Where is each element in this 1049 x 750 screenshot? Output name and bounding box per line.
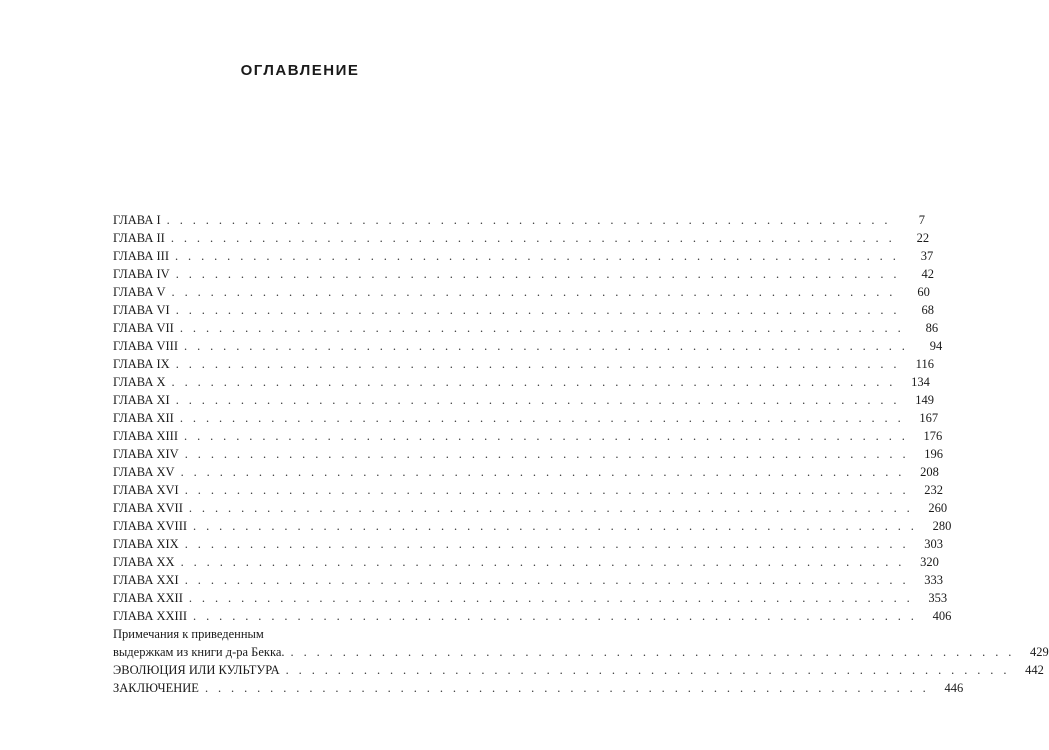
toc-entry-page: 280 — [932, 519, 952, 533]
toc-entry-page: 42 — [921, 267, 934, 281]
toc-entry-label: ГЛАВА IV — [113, 267, 170, 281]
toc-entry — [113, 589, 948, 607]
toc-entry-page: 7 — [918, 213, 925, 227]
dot-leader: . . . . . . . . . . . . . . . . . . . . . . . . . . . . . . . . . . . . . . . . . . . . . . . . . . . . . . . . — [184, 483, 909, 497]
dot-leader: . . . . . . . . . . . . . . . . . . . . . . . . . . . . . . . . . . . . . . . . . . . . . . . . . . . . . . . . — [285, 663, 1010, 677]
dot-leader: . . . . . . . . . . . . . . . . . . . . . . . . . . . . . . . . . . . . . . . . . . . . . . . . . . . . . . . . — [180, 465, 905, 479]
toc-entry-label: ГЛАВА XX — [113, 555, 175, 569]
dot-leader: . . . . . . . . . . . . . . . . . . . . . . . . . . . . . . . . . . . . . . . . . . . . . . . . . . . . . . . . — [175, 303, 900, 317]
toc-entry-page: 22 — [916, 231, 930, 245]
toc-entry-page: 60 — [917, 285, 930, 299]
dot-leader: . . . . . . . . . . . . . . . . . . . . . . . . . . . . . . . . . . . . . . . . . . . . . . . . . . . . . . . . — [188, 501, 914, 515]
dot-leader: . . . . . . . . . . . . . . . . . . . . . . . . . . . . . . . . . . . . . . . . . . . . . . . . . . . . . . . . — [179, 411, 905, 425]
toc-entry-label: ГЛАВА IX — [113, 357, 170, 371]
toc-entry-label: ГЛАВА VII — [113, 321, 174, 335]
toc-entry-page: 303 — [924, 537, 943, 551]
toc-entry-label: ГЛАВА VIII — [113, 339, 179, 353]
toc-entry-page: 429 — [1030, 645, 1049, 659]
toc-entry-page: 406 — [932, 609, 952, 623]
toc-entry — [113, 247, 934, 265]
toc-entry — [113, 535, 943, 553]
toc-entry — [113, 571, 943, 589]
toc-entry-page: 68 — [921, 303, 934, 317]
dot-leader: . . . . . . . . . . . . . . . . . . . . . . . . . . . . . . . . . . . . . . . . . . . . . . . . . . . . . . . . — [171, 285, 896, 299]
toc-entry — [113, 661, 1044, 679]
toc-entry-label: ГЛАВА I — [113, 213, 161, 227]
toc-entry-page: 232 — [924, 483, 943, 497]
toc-entry — [113, 211, 925, 229]
dot-leader: . . . . . . . . . . . . . . . . . . . . . . . . . . . . . . . . . . . . . . . . . . . . . . . . . . . . . . . . — [184, 339, 909, 353]
toc-entry-label: ГЛАВА XXI — [113, 573, 179, 587]
toc-entry-label: ГЛАВА XII — [113, 411, 174, 425]
toc-entry-label: выдержкам из книги д-ра Бекка. — [113, 645, 285, 659]
toc-entry-notes — [113, 625, 1049, 661]
dot-leader: . . . . . . . . . . . . . . . . . . . . . . . . . . . . . . . . . . . . . . . . . . . . . . . . . . . . . . . . — [188, 591, 914, 605]
dot-leader: . . . . . . . . . . . . . . . . . . . . . . . . . . . . . . . . . . . . . . . . . . . . . . . . . . . . . . . . — [174, 249, 900, 263]
toc-entry-label: ГЛАВА XXIII — [113, 609, 188, 623]
toc-entry-label: ГЛАВА II — [113, 231, 165, 245]
toc-entry-label: ГЛАВА XI — [113, 393, 170, 407]
toc-entry — [113, 517, 952, 535]
toc-entry-label: ГЛАВА XVII — [113, 501, 183, 515]
toc-entry — [113, 301, 934, 319]
toc-entry-page: 167 — [919, 411, 939, 425]
toc-entry-label: ГЛАВА XIX — [113, 537, 179, 551]
toc-entry — [113, 679, 964, 697]
dot-leader: . . . . . . . . . . . . . . . . . . . . . . . . . . . . . . . . . . . . . . . . . . . . . . . . . . . . . . . . — [175, 357, 900, 371]
toc-entry-label: ГЛАВА V — [113, 285, 166, 299]
toc-entry — [113, 409, 939, 427]
page-title: ОГЛАВЛЕНИЕ — [240, 62, 360, 79]
toc-entry — [113, 553, 939, 571]
toc-entry-label: ГЛАВА XVIII — [113, 519, 188, 533]
toc-entry — [113, 391, 934, 409]
dot-leader: . . . . . . . . . . . . . . . . . . . . . . . . . . . . . . . . . . . . . . . . . . . . . . . . . . . . . . . . — [184, 429, 909, 443]
toc-entry-page: 116 — [915, 357, 934, 371]
toc-entry-label: ГЛАВА XIII — [113, 429, 179, 443]
dot-leader: . . . . . . . . . . . . . . . . . . . . . . . . . . . . . . . . . . . . . . . . . . . . . . . . . . . . . . . . — [193, 609, 918, 623]
toc-entry — [113, 373, 930, 391]
toc-entry-page: 86 — [925, 321, 939, 335]
dot-leader: . . . . . . . . . . . . . . . . . . . . . . . . . . . . . . . . . . . . . . . . . . . . . . . . . . . . . . . . — [175, 267, 900, 281]
table-of-contents — [113, 211, 1049, 697]
toc-entry-page: 260 — [928, 501, 948, 515]
toc-entry-label: ГЛАВА XIV — [113, 447, 179, 461]
toc-entry-page: 208 — [920, 465, 939, 479]
dot-leader: . . . . . . . . . . . . . . . . . . . . . . . . . . . . . . . . . . . . . . . . . . . . . . . . . . . . . . . . — [184, 537, 909, 551]
dot-leader: . . . . . . . . . . . . . . . . . . . . . . . . . . . . . . . . . . . . . . . . . . . . . . . . . . . . . . . . — [171, 375, 896, 389]
toc-entry — [113, 499, 948, 517]
toc-entry — [113, 265, 934, 283]
dot-leader: . . . . . . . . . . . . . . . . . . . . . . . . . . . . . . . . . . . . . . . . . . . . . . . . . . . . . . . . — [193, 519, 918, 533]
toc-entry-page: 320 — [920, 555, 939, 569]
toc-entry-label: ГЛАВА XVI — [113, 483, 179, 497]
toc-entry-page: 333 — [924, 573, 943, 587]
toc-entry-page: 196 — [924, 447, 943, 461]
toc-entry — [113, 481, 943, 499]
dot-leader: . . . . . . . . . . . . . . . . . . . . . . . . . . . . . . . . . . . . . . . . . . . . . . . . . . . . . . . . — [184, 573, 909, 587]
toc-entry-page: 149 — [915, 393, 934, 407]
dot-leader: . . . . . . . . . . . . . . . . . . . . . . . . . . . . . . . . . . . . . . . . . . . . . . . . . . . . . . . . — [204, 681, 930, 695]
toc-entry — [113, 319, 939, 337]
dot-leader: . . . . . . . . . . . . . . . . . . . . . . . . . . . . . . . . . . . . . . . . . . . . . . . . . . . . . . . . — [170, 231, 896, 245]
toc-entry — [113, 463, 939, 481]
toc-entry-label: ГЛАВА X — [113, 375, 166, 389]
dot-leader: . . . . . . . . . . . . . . . . . . . . . . . . . . . . . . . . . . . . . . . . . . . . . . . . . . . . . . . . — [180, 555, 905, 569]
dot-leader: . . . . . . . . . . . . . . . . . . . . . . . . . . . . . . . . . . . . . . . . . . . . . . . . . . . . . . . . — [184, 447, 909, 461]
toc-entry-label: ЗАКЛЮЧЕНИЕ — [113, 681, 199, 695]
toc-entry-label: ГЛАВА XV — [113, 465, 175, 479]
toc-entry-label: ЭВОЛЮЦИЯ ИЛИ КУЛЬТУРА — [113, 663, 280, 677]
toc-entry-page: 176 — [923, 429, 943, 443]
toc-entry-page: 442 — [1025, 663, 1044, 677]
toc-entry-label: ГЛАВА VI — [113, 303, 170, 317]
dot-leader: . . . . . . . . . . . . . . . . . . . . . . . . . . . . . . . . . . . . . . . . . . . . . . . . . . . . . . . . — [166, 213, 891, 227]
toc-entry — [113, 607, 952, 625]
toc-entry-page: 94 — [929, 339, 943, 353]
dot-leader: . . . . . . . . . . . . . . . . . . . . . . . . . . . . . . . . . . . . . . . . . . . . . . . . . . . . . . . . — [179, 321, 905, 335]
toc-entry — [113, 283, 930, 301]
dot-leader: . . . . . . . . . . . . . . . . . . . . . . . . . . . . . . . . . . . . . . . . . . . . . . . . . . . . . . . . — [175, 393, 900, 407]
dot-leader: . . . . . . . . . . . . . . . . . . . . . . . . . . . . . . . . . . . . . . . . . . . . . . . . . . . . . . . . — [290, 645, 1015, 659]
toc-entry — [113, 229, 930, 247]
toc-entry-page: 446 — [944, 681, 964, 695]
toc-entry — [113, 337, 943, 355]
toc-entry-page: 134 — [911, 375, 930, 389]
toc-entry — [113, 427, 943, 445]
toc-entry-label: Примечания к приведенным — [113, 627, 264, 641]
toc-entry-page: 37 — [920, 249, 934, 263]
toc-entry — [113, 355, 934, 373]
toc-entry-page: 353 — [928, 591, 948, 605]
toc-entry-label: ГЛАВА XXII — [113, 591, 183, 605]
toc-entry-label: ГЛАВА III — [113, 249, 169, 263]
toc-entry — [113, 445, 943, 463]
